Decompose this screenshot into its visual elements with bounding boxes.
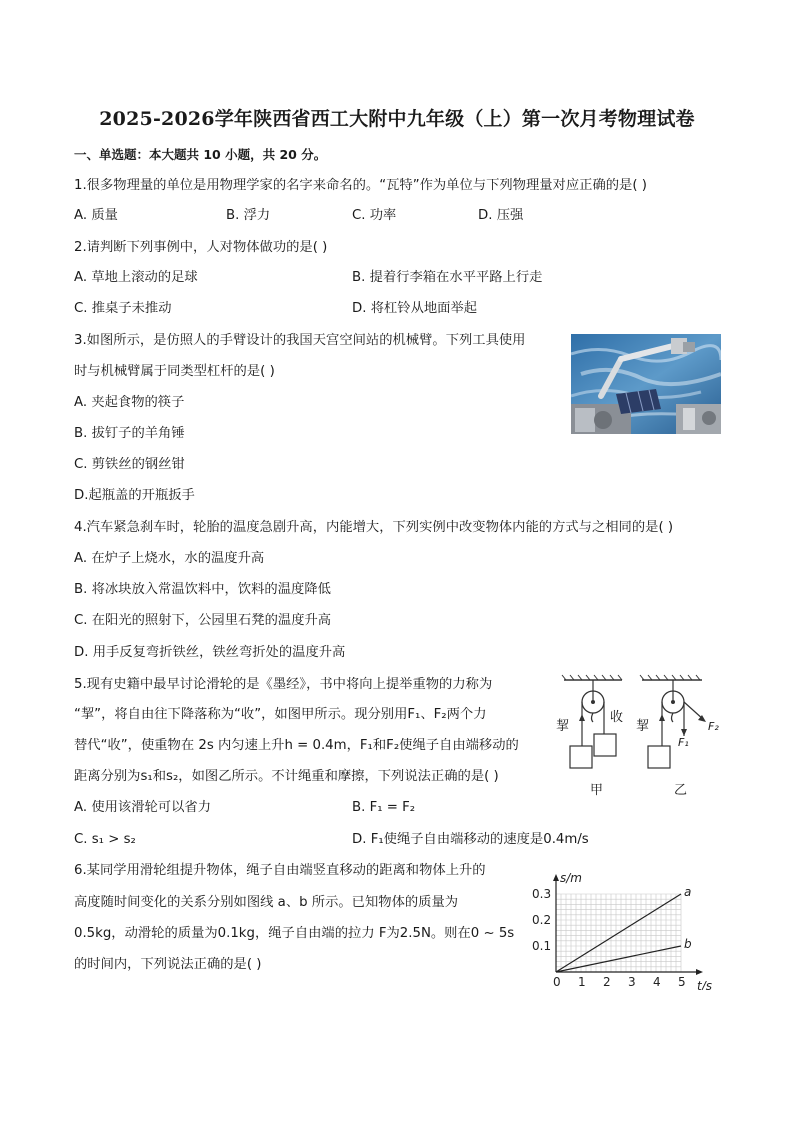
q2-option-a: A. 草地上滚动的足球: [74, 270, 198, 285]
y-tick-label: 0.3: [532, 887, 552, 901]
y-tick-label: 0.1: [532, 939, 552, 953]
q3-option-b: B. 拔钉子的羊角锤: [74, 426, 185, 441]
q3-stem-line2: 时与机械臂属于同类型杠杆的是( ): [74, 364, 275, 379]
label-f2: F₂: [708, 720, 719, 733]
pulley-yi-diagram: [636, 675, 719, 798]
q5-option-c: C. s₁ > s₂: [74, 832, 136, 847]
q3-option-a: A. 夹起食物的筷子: [74, 395, 185, 410]
q5-stem-line4: 距离分别为s₁和s₂，如图乙所示。不计绳重和摩擦，下列说法正确的是( ): [74, 769, 499, 784]
q1-option-b: B. 浮力: [226, 208, 271, 223]
x-tick-label: 2: [603, 975, 611, 989]
q6-stem-line4: 的时间内，下列说法正确的是( ): [74, 957, 262, 972]
q1-option-a: A. 质量: [74, 208, 118, 223]
x-axis-label: t/s: [697, 979, 712, 990]
q1-stem: 1.很多物理量的单位是用物理学家的名字来命名的。“瓦特”作为单位与下列物理量对应正确的是( ): [74, 178, 647, 193]
q4-option-b: B. 将冰块放入常温饮料中，饮料的温度降低: [74, 582, 331, 597]
q5-stem-line3: 替代“收”，使重物在 2s 内匀速上升h = 0.4m，F₁和F₂使绳子自由端移动的: [74, 738, 519, 753]
q2-option-b: B. 提着行李箱在水平平路上行走: [352, 270, 543, 285]
series-label-a: a: [684, 885, 692, 899]
q2-stem: 2.请判断下列事例中，人对物体做功的是( ): [74, 240, 328, 255]
q6-stem-line3: 0.5kg，动滑轮的质量为0.1kg，绳子自由端的拉力 F为2.5N。则在0 ~ 5s: [74, 926, 515, 941]
space-station-arm-photo: [571, 334, 721, 434]
x-tick-label: 4: [653, 975, 661, 989]
q3-stem-line1: 3.如图所示，是仿照人的手臂设计的我国天宫空间站的机械臂。下列工具使用: [74, 333, 526, 348]
x-axis-arrow: [696, 969, 703, 975]
q5-stem-line1: 5.现有史籍中最早讨论滑轮的是《墨经》，书中将向上提举重物的力称为: [74, 677, 493, 692]
section-heading: 一、单选题：本大题共 10 小题，共 20 分。: [74, 147, 327, 162]
q4-option-a: A. 在炉子上烧水，水的温度升高: [74, 551, 265, 566]
x-tick-label: 1: [578, 975, 586, 989]
pulley-figure: [556, 674, 736, 804]
label-yi: 乙: [674, 783, 688, 798]
q3-option-d: D.起瓶盖的开瓶扳手: [74, 488, 195, 503]
y-tick-label: 0.2: [532, 913, 552, 927]
q4-option-c: C. 在阳光的照射下，公园里石凳的温度升高: [74, 613, 332, 628]
q4-option-d: D. 用手反复弯折铁丝，铁丝弯折处的温度升高: [74, 645, 346, 660]
exam-title: 2025-2026学年陕西省西工大附中九年级（上）第一次月考物理试卷: [99, 108, 695, 130]
x-tick-label: 3: [628, 975, 636, 989]
q5-stem-line2: “挈”，将自由往下降落称为“收”，如图甲所示。现分别用F₁、F₂两个力: [74, 707, 487, 722]
pulley-jia-diagram: [556, 675, 623, 798]
label-qie-yi: 挈: [636, 719, 650, 734]
label-f1: F₁: [678, 736, 689, 749]
q6-stem-line2: 高度随时间变化的关系分别如图线 a、b 所示。已知物体的质量为: [74, 895, 459, 910]
q2-option-c: C. 推桌子未推动: [74, 301, 172, 316]
label-qie-jia: 挈: [556, 719, 570, 734]
series-line-b: [556, 946, 681, 972]
series-label-b: b: [684, 937, 692, 951]
series-line-a: [556, 894, 681, 972]
x-tick-label: 5: [678, 975, 686, 989]
q2-option-d: D. 将杠铃从地面举起: [352, 301, 478, 316]
x-tick-label: 0: [553, 975, 561, 989]
q1-option-d: D. 压强: [478, 208, 524, 223]
label-shou: 收: [610, 710, 624, 725]
q3-option-c: C. 剪铁丝的钢丝钳: [74, 457, 185, 472]
y-axis-label: s/m: [560, 871, 582, 885]
label-jia: 甲: [590, 783, 604, 798]
q5-option-a: A. 使用该滑轮可以省力: [74, 800, 211, 815]
q4-stem: 4.汽车紧急刹车时，轮胎的温度急剧升高，内能增大，下列实例中改变物体内能的方式与之相同的是( ): [74, 520, 674, 535]
distance-time-chart: [526, 862, 726, 990]
q6-stem-line1: 6.某同学用滑轮组提升物体，绳子自由端竖直移动的距离和物体上升的: [74, 863, 486, 878]
chart-svg: [526, 862, 726, 990]
q5-option-d: D. F₁使绳子自由端移动的速度是0.4m/s: [352, 832, 589, 847]
y-axis-arrow: [553, 874, 559, 881]
q1-option-c: C. 功率: [352, 208, 397, 223]
q5-option-b: B. F₁ = F₂: [352, 800, 416, 815]
